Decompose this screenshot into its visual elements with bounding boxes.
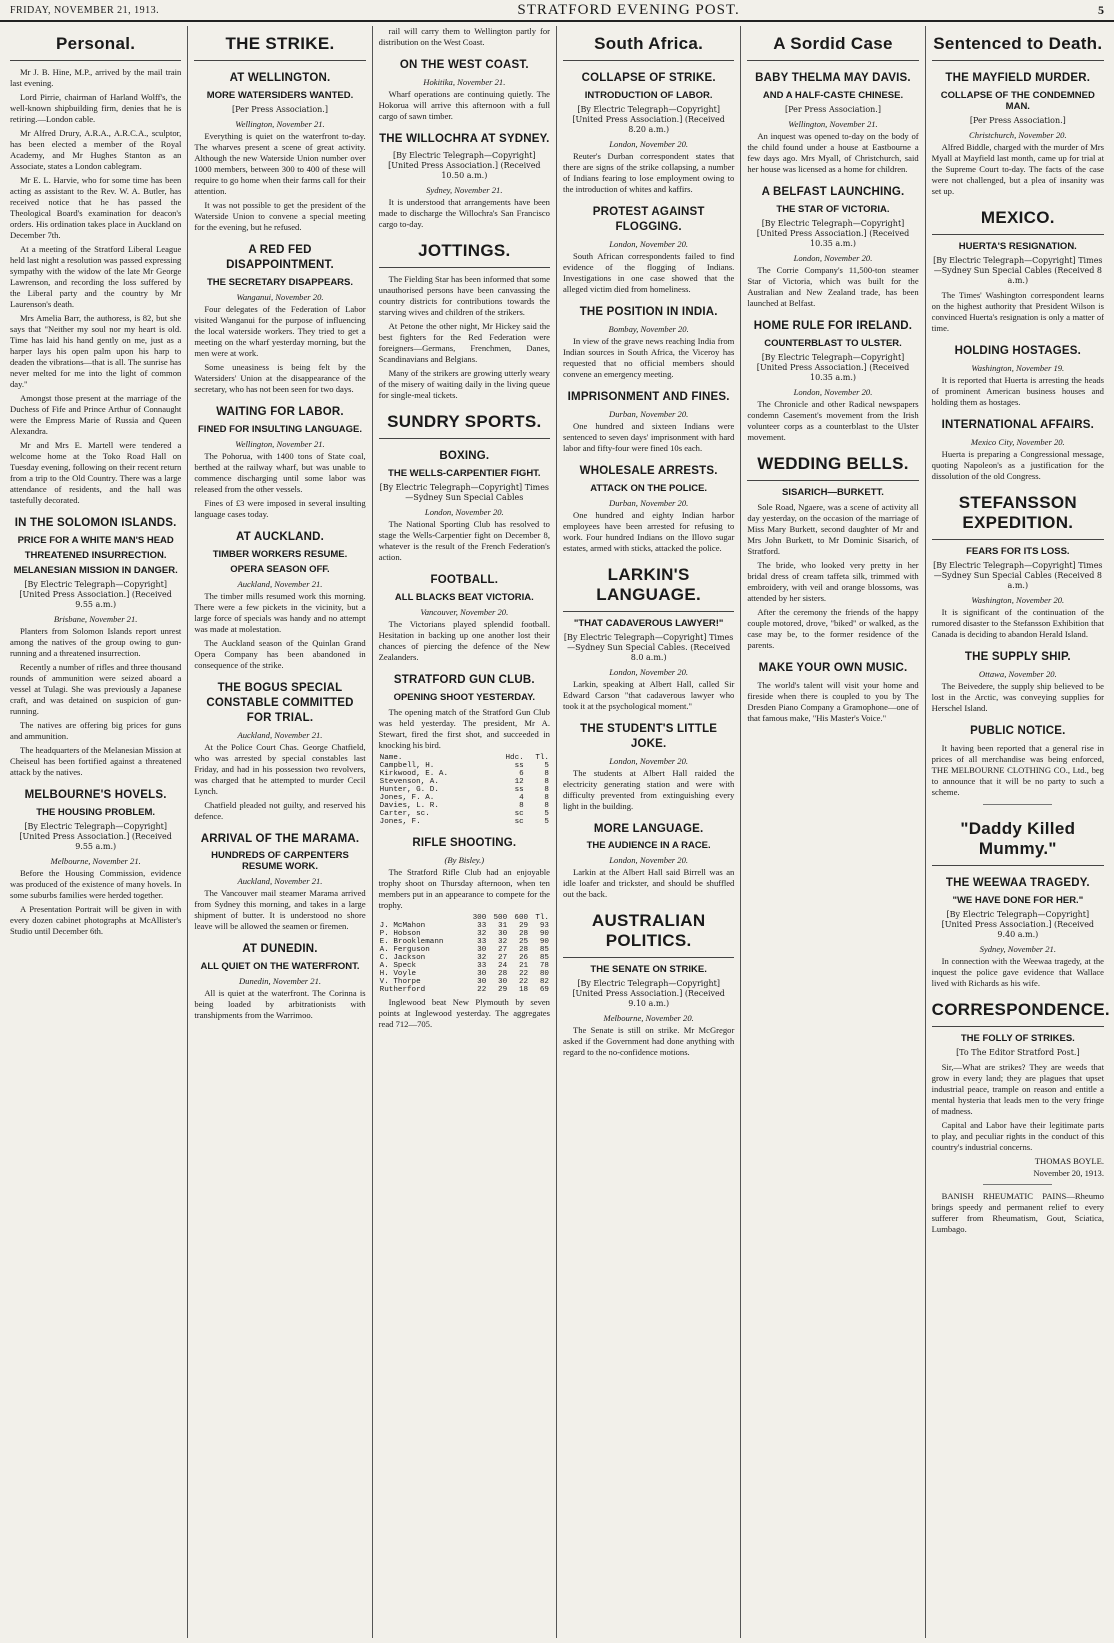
- article-paragraph: Larkin at the Albert Hall said Birrell was an idle loafer and trickster, and should be shuffled out the back.: [562, 867, 735, 900]
- sub-heading: INTRODUCTION OF LABOR.: [584, 89, 713, 101]
- table-cell: 22: [518, 969, 529, 978]
- sundry-sports-heading: SUNDRY SPORTS.: [379, 404, 550, 439]
- article-paragraph: The Corrie Company's 11,500-ton steamer Star of Victoria, which was built for the Australian and New Zealand trade, has been launched at Belfast.: [747, 264, 919, 308]
- column-south-africa: [557, 26, 741, 1638]
- article-paragraph: Recently a number of rifles and three thousand rounds of ammunition were seized aboard a vessel at Tulagi. She was previously a Japanese craft, and was detained on suspicion of gun-running.: [10, 661, 182, 716]
- table-cell: 30: [477, 969, 487, 978]
- sub-heading: "WE HAVE DONE FOR HER.": [952, 894, 1084, 906]
- article-paragraph: The opening match of the Stratford Gun Club was held yesterday. The president, Mr A. Stewart, fired the first shot, and succeeded in knocking his bird.: [378, 706, 550, 750]
- sub-heading: COUNTERBLAST TO ULSTER.: [764, 337, 902, 349]
- table-cell: 32: [498, 937, 508, 946]
- section-heading: WAITING FOR LABOR.: [216, 405, 344, 418]
- table-cell: Kirkwood, E. A.: [379, 769, 449, 778]
- article-paragraph: One hundred and sixteen Indians were sentenced to seven days' imprisonment with hard labor and fifty-four were fined 10s each.: [562, 420, 735, 453]
- table-cell: E. Brooklemann: [379, 937, 444, 946]
- wire-credit: [By Electric Telegraph—Copyright] Times—Sydney Sun Special Cables: [379, 482, 550, 502]
- sub-heading: FEARS FOR ITS LOSS.: [966, 545, 1070, 557]
- table-cell: 33: [477, 937, 487, 946]
- article-paragraph: It having been reported that a general rise in prices of all merchandise was being enforced, THE MELBOURNE CLOTHING CO., Ltd., beg to announce that it will be no party to such a scheme.: [931, 742, 1104, 797]
- table-cell: 30: [477, 977, 487, 986]
- dateline: London, November 20.: [609, 666, 689, 677]
- article-paragraph: It is understood that arrangements have been made to discharge the Willochra's San Francisco cargo to-day.: [378, 196, 550, 229]
- sub-heading: HUNDREDS OF CARPENTERS RESUME WORK.: [211, 850, 349, 873]
- divider: [983, 804, 1052, 805]
- article-paragraph: All is quiet at the waterfront. The Corinna is being loaded by arbitrationists with transhipments from the Warrimoo.: [194, 988, 366, 1021]
- table-row: [379, 946, 550, 954]
- dateline: Christchurch, November 20.: [969, 129, 1067, 140]
- sub-heading: THE HOUSING PROBLEM.: [36, 806, 156, 818]
- section-heading: THE WILLOCHRA AT SYDNEY.: [379, 132, 550, 145]
- article-paragraph: Mrs Amelia Barr, the authoress, is 82, but she says that "Neither my soul nor my heart is old. Time has laid his hand gently on me, just as a harper lays his open palm upon his harp to deaden the vibrations—that is all. The sunrise has never melted for me into the light of common day.": [10, 313, 182, 389]
- dateline: Wellington, November 21.: [788, 118, 878, 129]
- table-cell: Stevenson, A.: [379, 777, 439, 786]
- article-paragraph: Planters from Solomon Islands report unrest among the natives of the group owing to gun-running and a threatened insurrection.: [10, 625, 182, 658]
- table-cell: 27: [498, 953, 508, 962]
- section-heading: A BELFAST LAUNCHING.: [761, 185, 905, 198]
- table-cell: Carter, sc.: [379, 809, 430, 818]
- wire-credit: [Per Press Association.]: [969, 115, 1066, 125]
- table-row: [379, 938, 550, 946]
- article-paragraph: The Chronicle and other Radical newspapers condemn Casement's movement from the Irish volunteer corps as a counterblast to the Ulster movement.: [747, 398, 919, 442]
- editor-note: [To The Editor Stratford Post.]: [956, 1047, 1080, 1057]
- table-cell: 69: [539, 985, 549, 994]
- article-paragraph: The Vancouver mail steamer Marama arrived from Sydney this morning, and takes in a large shipment of butter. It is understood no shore leave will be allowed the seamen or firemen.: [194, 888, 366, 932]
- table-cell: 5: [544, 761, 549, 770]
- table-cell: 90: [539, 937, 549, 946]
- wire-credit: [By Electric Telegraph—Copyright] [United Press Association.] (Received 8.20 a.m.): [572, 104, 725, 134]
- table-row: [379, 954, 550, 962]
- table-cell: 28: [518, 929, 529, 938]
- section-heading: PROTEST AGAINST FLOGGING.: [592, 205, 705, 233]
- dateline: Auckland, November 21.: [237, 876, 323, 887]
- table-cell: 8: [544, 801, 549, 810]
- dateline: London, November 20.: [424, 506, 504, 517]
- section-heading: ARRIVAL OF THE MARAMA.: [200, 832, 360, 845]
- table-cell: 8: [544, 777, 549, 786]
- sub-heading: ATTACK ON THE POLICE.: [590, 482, 708, 494]
- table-cell: 90: [539, 929, 549, 938]
- table-cell: 29: [518, 921, 529, 930]
- dateline: Durban, November 20.: [609, 408, 689, 419]
- section-heading: A RED FED DISAPPOINTMENT.: [226, 243, 334, 271]
- article-paragraph: Fines of £3 were imposed in several insulting language cases today.: [194, 497, 366, 519]
- section-heading: THE BOGUS SPECIAL CONSTABLE COMMITTED FOR TRIAL.: [206, 681, 354, 724]
- sub-heading: OPENING SHOOT YESTERDAY.: [393, 691, 536, 703]
- dateline: Auckland, November 21.: [237, 729, 323, 740]
- article-paragraph: One hundred and eighty Indian harbor employees have been arrested for refusing to work. Four hundred Indians on the Illovo sugar estates, armed with sticks, attacked the police.: [562, 509, 735, 553]
- table-cell: 8: [544, 769, 549, 778]
- table-header-cell: [379, 914, 467, 922]
- daddy-killed-mummy-heading: "Daddy Killed Mummy.": [932, 811, 1104, 866]
- article-paragraph: The Beivedere, the supply ship believed to be lost in the Arctic, was conveying supplies for Herschel Island.: [931, 680, 1104, 713]
- dateline: Bombay, November 20.: [608, 323, 689, 334]
- section-heading: ON THE WEST COAST.: [399, 59, 529, 71]
- table-cell: Jones, F. A.: [379, 793, 435, 802]
- article-paragraph: The Pohorua, with 1400 tons of State coal, berthed at the railway wharf, but was unable to commence discharging until some labor was released from the other vessels.: [194, 450, 366, 494]
- wire-credit: [By Electric Telegraph—Copyright] [United Press Association.] (Received 9.55 a.m.): [19, 579, 172, 609]
- table-cell: V. Thorpe: [379, 977, 421, 986]
- section-heading: IMPRISONMENT AND FINES.: [567, 390, 730, 403]
- dateline: Wellington, November 21.: [235, 118, 325, 129]
- sub-heading: ALL BLACKS BEAT VICTORIA.: [394, 591, 534, 603]
- section-heading: MELBOURNE'S HOVELS.: [24, 788, 167, 801]
- column-the-strike: [188, 26, 372, 1638]
- article-paragraph: Huerta is preparing a Congressional message, quoting Napoleon's as a justification for the dissolution of the old Congress.: [931, 448, 1104, 481]
- wire-credit: [By Electric Telegraph—Copyright] Times—Sydney Sun Special Cables (Received 8 a.m.): [933, 560, 1103, 590]
- table-row: [379, 786, 550, 794]
- table-cell: 85: [539, 945, 549, 954]
- table-cell: 8: [544, 793, 549, 802]
- table-cell: 30: [498, 929, 508, 938]
- article-paragraph: The natives are offering big prices for guns and ammunition.: [10, 719, 182, 741]
- table-cell: 21: [518, 961, 529, 970]
- table-row: [379, 762, 550, 770]
- article-paragraph: In view of the grave news reaching India from Indian sources in South Africa, the Viceroy has requested that no official members should convene an emergency meeting.: [562, 335, 735, 379]
- newspaper-columns: [4, 26, 1110, 1638]
- gun-club-scores-table: [379, 754, 550, 826]
- section-heading: AT AUCKLAND.: [235, 530, 324, 543]
- table-row: [379, 770, 550, 778]
- divider: [983, 1184, 1052, 1185]
- larkins-language-heading: LARKIN'S LANGUAGE.: [563, 557, 734, 612]
- table-row: [379, 810, 550, 818]
- wire-credit: [Per Press Association.]: [785, 104, 881, 114]
- section-heading: THE POSITION IN INDIA.: [579, 305, 718, 318]
- article-paragraph: Lord Pirrie, chairman of Harland Wolff's, the well-known shipbuilding firm, denies that he is retiring.—London cable.: [10, 92, 182, 124]
- newspaper-title: STRATFORD EVENING POST.: [517, 1, 740, 18]
- section-heading: BOXING.: [439, 449, 490, 462]
- table-cell: 4: [519, 793, 524, 802]
- article-paragraph: Larkin, speaking at Albert Hall, called Sir Edward Carson "that cadaverous lawyer who took it at the psychological moment.": [562, 678, 735, 711]
- advertisement: BANISH RHEUMATIC PAINS—Rheumo brings speedy and permanent relief to every sufferer from Rheumatism, Gout, Sciatica, Lumbago.: [931, 1190, 1104, 1234]
- column-strike-continued: [373, 26, 557, 1638]
- article-paragraph: Capital and Labor have their legitimate parts to play, and peculiar rights in the conduct of this country's industrial concerns.: [931, 1119, 1104, 1152]
- article-paragraph: In connection with the Weewaa tragedy, at the inquest the police gave evidence that Wallace lived with Richards as his wife.: [931, 955, 1104, 988]
- table-row: [379, 922, 550, 930]
- table-cell: 25: [518, 937, 529, 946]
- article-paragraph: It is reported that Huerta is arresting the heads of prominent American business houses and holding them as hostages.: [931, 374, 1104, 407]
- dateline: Sydney, November 21.: [979, 943, 1056, 954]
- article-paragraph: Mr and Mrs E. Martell were tendered a welcome home at the Toko Road Hall on Tuesday evening, following on their recent return from a trip to the Old Country. There was a large attendance of residents, and the hall was tastefully decorated.: [10, 440, 182, 505]
- article-paragraph: The timber mills resumed work this morning. There were a few pickets in the vicinity, but a large force of specials was handy and no attempt was made at molestation.: [194, 590, 366, 634]
- table-header-cell: 500: [493, 913, 508, 922]
- column-heading: South Africa.: [563, 26, 734, 61]
- article-paragraph: The bride, who looked very pretty in her bridal dress of cream taffeta silk, trimmed with embroidery, with veil and orange blossoms, was attended by her sisters.: [747, 559, 919, 603]
- table-cell: ss: [514, 785, 524, 794]
- article-paragraph: The Times' Washington correspondent learns on the highest authority that President Wilson is convinced Huerta's resignation is only a matter of time.: [931, 289, 1104, 333]
- article-paragraph: Mr J. B. Hine, M.P., arrived by the mail train last evening.: [10, 67, 182, 88]
- table-cell: 26: [518, 953, 529, 962]
- table-cell: 5: [544, 817, 549, 826]
- article-paragraph: The Victorians played splendid football. Hesitation in backing up one another lost their chances of piercing the defence of the New Zealanders.: [378, 618, 550, 662]
- sub-heading: THE STAR OF VICTORIA.: [776, 203, 890, 215]
- dateline: Brisbane, November 21.: [53, 613, 138, 624]
- dateline: (By Bisley.): [444, 854, 485, 865]
- table-header-cell: Tl.: [535, 913, 549, 922]
- table-cell: 78: [539, 961, 549, 970]
- section-heading: IN THE SOLOMON ISLANDS.: [14, 517, 177, 529]
- issue-date: FRIDAY, NOVEMBER 21, 1913.: [10, 4, 160, 16]
- table-cell: sc: [514, 817, 524, 826]
- sub-heading: PRICE FOR A WHITE MAN'S HEAD: [17, 534, 174, 546]
- table-cell: Davies, L. R.: [379, 801, 439, 810]
- table-cell: 8: [544, 785, 549, 794]
- article-paragraph: An inquest was opened to-day on the body of the child found under a house at Eastbourne a few days ago. Mrs Myall, of Christchurch, said her house was licensed as a home for children.: [747, 130, 919, 174]
- table-cell: 31: [498, 921, 508, 930]
- table-cell: 85: [539, 953, 549, 962]
- column-heading: Personal.: [10, 26, 181, 61]
- dateline: Mexico City, November 20.: [970, 436, 1065, 447]
- sub-heading: THREATENED INSURRECTION.: [24, 549, 167, 561]
- table-cell: 80: [539, 969, 549, 978]
- table-cell: 28: [498, 969, 508, 978]
- sub-heading: SISARICH—BURKETT.: [782, 486, 884, 498]
- sub-heading: THE SECRETARY DISAPPEARS.: [206, 276, 354, 288]
- section-heading: THE STUDENT'S LITTLE JOKE.: [580, 722, 718, 750]
- table-cell: 28: [518, 945, 529, 954]
- letter-date: November 20, 1913.: [1033, 1167, 1104, 1178]
- table-row: [379, 794, 550, 802]
- dateline: Durban, November 20.: [609, 497, 689, 508]
- table-cell: H. Voyle: [379, 969, 417, 978]
- sub-heading: FINED FOR INSULTING LANGUAGE.: [198, 423, 362, 435]
- article-paragraph: Four delegates of the Federation of Labor visited Wanganui for the purpose of influencing the local waterside workers. They tried to get a meeting on the wharf yesterday morning, but the men were at work.: [194, 303, 366, 358]
- article-paragraph: South African correspondents failed to find evidence of the flogging of Indians. Investigations in one case showed that the alleged victim died from homeliness.: [562, 250, 735, 294]
- dateline: Ottawa, November 20.: [978, 668, 1057, 679]
- table-cell: 12: [514, 777, 524, 786]
- masthead: [0, 0, 1114, 22]
- section-heading: THE MAYFIELD MURDER.: [945, 72, 1091, 84]
- article-paragraph: After the ceremony the friends of the happy couple motored, drove, "biked" or walked, as the case may be, to the former residence of the parents.: [747, 606, 919, 650]
- table-cell: 82: [539, 977, 549, 986]
- section-heading: STRATFORD GUN CLUB.: [393, 673, 535, 686]
- article-paragraph: Mr Alfred Drury, A.R.A., A.R.C.A., sculptor, has been elected a member of the Royal Academy, and Mr Hughes Stanton as an Associate, states a London cablegram.: [10, 128, 182, 171]
- dateline: Hokitika, November 21.: [423, 76, 506, 87]
- article-paragraph: rail will carry them to Wellington partly for distribution on the West Coast.: [378, 26, 550, 47]
- dateline: Auckland, November 21.: [237, 578, 323, 589]
- table-cell: J. McMahon: [379, 921, 426, 930]
- dateline: Wanganui, November 20.: [236, 291, 324, 302]
- table-cell: Jones, F.: [379, 817, 421, 826]
- sub-heading: AND A HALF-CASTE CHINESE.: [762, 89, 904, 101]
- table-cell: 5: [544, 809, 549, 818]
- dateline: Dunedin, November 21.: [238, 976, 322, 987]
- table-cell: A. Ferguson: [379, 945, 430, 954]
- sub-heading: HUERTA'S RESIGNATION.: [958, 240, 1077, 252]
- table-row: [379, 970, 550, 978]
- table-row: [379, 962, 550, 970]
- table-cell: 93: [539, 921, 549, 930]
- table-cell: Rutherford: [379, 985, 426, 994]
- table-cell: P. Hobson: [379, 929, 421, 938]
- sub-heading: THE AUDIENCE IN A RACE.: [586, 840, 711, 852]
- mexico-heading: MEXICO.: [932, 200, 1104, 235]
- sub-heading: MELANESIAN MISSION IN DANGER.: [13, 564, 178, 576]
- table-cell: Campbell, H.: [379, 761, 435, 770]
- table-header-cell: Tl.: [535, 753, 549, 762]
- table-cell: 33: [477, 961, 487, 970]
- table-cell: 33: [477, 921, 487, 930]
- table-cell: 18: [518, 985, 529, 994]
- sub-heading: "THAT CADAVEROUS LAWYER!": [573, 617, 724, 629]
- column-heading: THE STRIKE.: [194, 26, 365, 61]
- sub-heading: TIMBER WORKERS RESUME.: [212, 548, 348, 560]
- table-cell: 24: [498, 961, 508, 970]
- table-header-row: [379, 754, 550, 762]
- section-heading: AT WELLINGTON.: [229, 72, 331, 84]
- table-cell: 32: [477, 953, 487, 962]
- section-heading: FOOTBALL.: [430, 573, 499, 586]
- table-cell: 30: [498, 977, 508, 986]
- article-paragraph: Inglewood beat New Plymouth by seven points at Inglewood yesterday. The aggregates read 712—705.: [378, 996, 550, 1029]
- table-cell: 8: [519, 801, 524, 810]
- article-paragraph: The Stratford Rifle Club had an enjoyable trophy shoot on Thursday afternoon, when ten members put in an appearance to compete for the trophy.: [378, 866, 550, 910]
- article-paragraph: Everything is quiet on the waterfront to-day. The wharves present a scene of great activity. Although the new Waterside Union number over 1000 members, between 300 to 400 of these will require to go home when their farms call for their attention.: [194, 130, 366, 196]
- article-paragraph: The headquarters of the Melanesian Mission at Cheiseul has been fortified against a threatened attack by the natives.: [10, 744, 182, 777]
- wire-credit: [By Electric Telegraph—Copyright] [United Press Association.] (Received 10.35 a.m.): [756, 352, 910, 382]
- article-paragraph: Sir,—What are strikes? They are weeds that grow in every land; they are plagues that upset industrial peace, trample on reason and entitle a mental hysteria that leads men to the very fringe of madness.: [931, 1061, 1104, 1116]
- sub-heading: ALL QUIET ON THE WATERFRONT.: [200, 961, 360, 973]
- table-header-cell: 600: [514, 913, 529, 922]
- wire-credit: [By Electric Telegraph—Copyright] [United Press Association.] (Received 10.50 a.m.): [388, 150, 541, 180]
- table-row: [379, 986, 550, 994]
- dateline: Melbourne, November 21.: [50, 855, 141, 866]
- sub-heading: THE WELLS-CARPENTIER FIGHT.: [388, 467, 541, 479]
- wire-credit: [By Electric Telegraph—Copyright] [United Press Association.] (Received 9.55 a.m.): [19, 821, 172, 851]
- article-paragraph: Many of the strikers are growing utterly weary of the misery of waiting daily in the living queue for single-meal tickets.: [378, 367, 550, 400]
- dateline: London, November 20.: [609, 855, 689, 866]
- article-paragraph: The Auckland season of the Quinlan Grand Opera Company has been abandoned in consequence of the strike.: [194, 637, 366, 670]
- column-personal: [4, 26, 188, 1638]
- article-paragraph: Alfred Biddle, charged with the murder of Mrs Myall at Mayfield last month, came up for trial at the Supreme Court to-day. The facts of the case were not challenged, but a plea of insanity was set up.: [931, 141, 1104, 196]
- table-cell: C. Jackson: [379, 953, 426, 962]
- table-cell: 30: [477, 945, 487, 954]
- article-paragraph: Chatfield pleaded not guilty, and reserved his defence.: [194, 799, 366, 821]
- article-paragraph: Some uneasiness is being felt by the Watersiders' Union at the disappearance of the secretary, who has not been seen for two days.: [194, 361, 366, 394]
- dateline: London, November 20.: [609, 238, 689, 249]
- column-heading: Sentenced to Death.: [932, 26, 1104, 61]
- wire-credit: [By Electric Telegraph—Copyright] [United Press Association.] (Received 9.10 a.m.): [572, 979, 725, 1009]
- article-paragraph: Amongst those present at the marriage of the Duchess of Fife and Prince Arthur of Connaught were the Empress Marie of Russia and Queen Alexandra.: [10, 393, 182, 436]
- dateline: Melbourne, November 20.: [603, 1013, 694, 1024]
- australian-politics-heading: AUSTRALIAN POLITICS.: [563, 903, 734, 958]
- article-paragraph: It is significant of the continuation of the rumored disaster to the Stefansson Exhibition that Canada is deciding to abandon Herald Island.: [931, 606, 1104, 639]
- table-row: [379, 930, 550, 938]
- section-heading: WHOLESALE ARRESTS.: [579, 464, 718, 477]
- letter-signature: THOMAS BOYLE.: [1034, 1155, 1104, 1166]
- wire-credit: [Per Press Association.]: [232, 104, 328, 114]
- stefansson-heading: STEFANSSON EXPEDITION.: [932, 485, 1104, 540]
- section-heading: RIFLE SHOOTING.: [412, 836, 517, 849]
- column-sentenced-to-death: [926, 26, 1110, 1638]
- sub-heading: MORE WATERSIDERS WANTED.: [206, 89, 354, 101]
- dateline: London, November 20.: [609, 755, 689, 766]
- article-paragraph: At the Police Court Chas. George Chatfield, who was arrested by special constables last Friday, and had in his possession two revolvers, was charged that he attempted to murder Cecil Lynch.: [194, 741, 366, 796]
- section-heading: THE SUPPLY SHIP.: [964, 650, 1071, 663]
- dateline: Sydney, November 21.: [426, 184, 503, 195]
- wire-credit: [By Electric Telegraph—Copyright] Times—Sydney Sun Special Cables. (Received 8.0 a.m.): [563, 632, 734, 662]
- sub-heading: THE SENATE ON STRIKE.: [590, 964, 707, 976]
- table-cell: Hunter, G. D.: [379, 785, 439, 794]
- table-header-row: [379, 914, 550, 922]
- wire-credit: [By Electric Telegraph—Copyright] [United Press Association.] (Received 9.40 a.m.): [941, 909, 1095, 939]
- column-sordid-case: [741, 26, 925, 1638]
- article-paragraph: It was not possible to get the president of the Waterside Union to convene a special meeting for the evening, but he refused.: [194, 199, 366, 232]
- table-cell: 22: [518, 977, 529, 986]
- table-row: [379, 818, 550, 826]
- article-paragraph: The Senate is still on strike. Mr McGregor asked if the Government had done anything with regard to the no-confidence motions.: [562, 1025, 735, 1058]
- article-paragraph: The world's talent will visit your home and fireside when there is coupled to you by The Dresden Piano Company a Gramophone—one of that famous make, "His Master's Voice.": [747, 679, 919, 723]
- section-heading: INTERNATIONAL AFFAIRS.: [941, 418, 1095, 431]
- correspondence-heading: CORRESPONDENCE.: [932, 992, 1104, 1027]
- table-cell: A. Speck: [379, 961, 417, 970]
- table-row: [379, 802, 550, 810]
- sub-heading: THE FOLLY OF STRIKES.: [960, 1032, 1075, 1044]
- dateline: London, November 20.: [793, 252, 873, 263]
- section-heading: HOLDING HOSTAGES.: [954, 344, 1082, 357]
- table-cell: 27: [498, 945, 508, 954]
- article-paragraph: A Presentation Portrait will be given in with every dozen cabinet photographs at McAllister's Studio until December 6th.: [10, 903, 182, 936]
- dateline: Vancouver, November 20.: [420, 606, 509, 617]
- table-cell: 6: [519, 769, 524, 778]
- section-heading: HOME RULE FOR IRELAND.: [753, 319, 913, 332]
- jottings-heading: JOTTINGS.: [379, 233, 550, 268]
- table-cell: 29: [498, 985, 508, 994]
- wire-credit: [By Electric Telegraph—Copyright] [United Press Association.] (Received 10.35 a.m.): [756, 218, 910, 248]
- dateline: Wellington, November 21.: [235, 438, 325, 449]
- page-number: 5: [1098, 2, 1104, 17]
- section-heading: AT DUNEDIN.: [242, 943, 318, 956]
- dateline: London, November 20.: [609, 138, 689, 149]
- dateline: Washington, November 19.: [971, 362, 1065, 373]
- sub-heading: OPERA SEASON OFF.: [230, 563, 330, 575]
- article-paragraph: Sole Road, Ngaere, was a scene of activity all day yesterday, on the occasion of the marriage of Miss Mary Burkett, second daughter of Mr and Mrs John Burkett, to Mr Dominic Sisarich, of Stratford.: [747, 501, 919, 556]
- dateline: London, November 20.: [793, 386, 873, 397]
- table-cell: ss: [514, 761, 524, 770]
- sub-heading: COLLAPSE OF THE CONDEMNED MAN.: [940, 89, 1095, 112]
- article-paragraph: Before the Housing Commission, evidence was produced of the existence of many hovels. In some suburbs families were herded together.: [10, 867, 182, 900]
- table-cell: 22: [477, 985, 487, 994]
- table-cell: sc: [514, 809, 524, 818]
- section-heading: BABY THELMA MAY DAVIS.: [755, 72, 911, 84]
- article-paragraph: Mr E. L. Harvie, who for some time has been acting as assistant to the Rev. W. A. Butler, has received notice that he has passed the Theological Board's examination for deacon's orders. His ordination takes place in Auckland on December 7th.: [10, 175, 182, 240]
- wedding-bells-heading: WEDDING BELLS.: [747, 446, 918, 481]
- table-header-cell: Name.: [379, 753, 403, 762]
- table-header-cell: Hdc.: [505, 753, 524, 762]
- rifle-scores-table: [379, 914, 550, 994]
- section-heading: COLLAPSE OF STRIKE.: [581, 72, 716, 84]
- table-row: [379, 778, 550, 786]
- table-header-cell: 300: [472, 913, 487, 922]
- article-paragraph: Reuter's Durban correspondent states that there are signs of the strike collapsing, a number of Indians fearing to lose employment owing to the introduction of whites and kaffirs.: [562, 150, 735, 194]
- article-paragraph: The students at Albert Hall raided the electricity generating station and were with difficulty prevented from extinguishing every light in the building.: [562, 767, 735, 811]
- column-heading: A Sordid Case: [747, 26, 918, 61]
- wire-credit: [By Electric Telegraph—Copyright] Times—Sydney Sun Special Cables (Received 8 a.m.): [933, 255, 1103, 285]
- table-cell: 32: [477, 929, 487, 938]
- dateline: Washington, November 20.: [971, 594, 1065, 605]
- section-heading: MORE LANGUAGE.: [593, 822, 704, 835]
- section-heading: PUBLIC NOTICE.: [970, 724, 1066, 737]
- section-heading: MAKE YOUR OWN MUSIC.: [758, 661, 908, 674]
- article-paragraph: Wharf operations are continuing quietly. The Hokorua will arrive this afternoon with a full cargo of sawn timber.: [378, 88, 550, 121]
- article-paragraph: The National Sporting Club has resolved to stage the Wells-Carpentier fight on December 8, whatever is the result of the French Federation's action.: [378, 518, 550, 562]
- article-paragraph: The Fielding Star has been informed that some unauthorised persons have been canvassing the country districts for contributions towards the starving wives and children of the strikers.: [378, 273, 550, 317]
- section-heading: THE WEEWAA TRAGEDY.: [945, 876, 1090, 889]
- article-paragraph: At Petone the other night, Mr Hickey said the best fighters for the Red Federation were foreigners—Germans, Frenchmen, Danes, Scandinavians and Belgians.: [378, 320, 550, 364]
- article-paragraph: At a meeting of the Stratford Liberal League held last night a resolution was passed expressing sympathy with the widow of the late Mr George Lawrenson, and recording the loss suffered by the Liberal party and the country by Mr Laurenson's death.: [10, 244, 182, 309]
- table-row: [379, 978, 550, 986]
